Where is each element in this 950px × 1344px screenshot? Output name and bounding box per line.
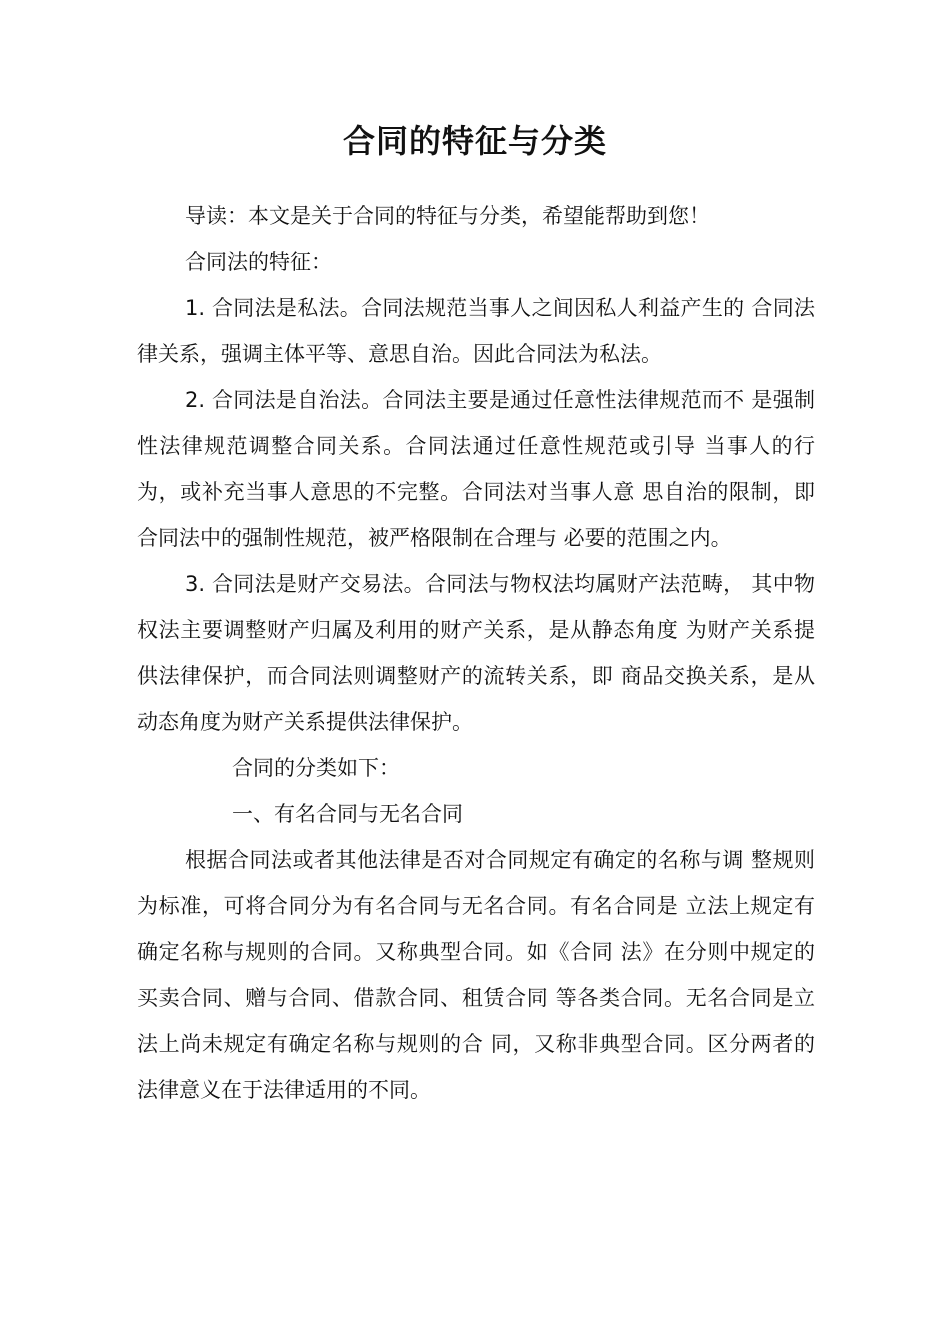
document-title: 合同的特征与分类 [342, 122, 607, 160]
paragraph-features-heading: 合同法的特征： [185, 250, 332, 274]
section-heading-1: 一、有名合同与无名合同 [232, 802, 463, 826]
paragraph-section-1: 根据合同法或者其他法律是否对合同规定有确定的名称与调 整规则为标准，可将合同分为有名合同与无名合同。有名合同是 立法上规定有确定名称与规则的合同。又称典型合同。如《合同 法》在分则中规定的买卖合同、赠与合同、借款合同、租赁合同 等各类合同。无名合同是立法上尚未规定有确定名称与规则的合 同，又称非典型合同。区分两者的法律意义在于法律适用的不同。 [137, 848, 815, 1102]
paragraph-feature-1: 1. 合同法是私法。合同法规范当事人之间因私人利益产生的 合同法律关系，强调主体平等、意思自治。因此合同法为私法。 [137, 296, 815, 366]
paragraph-feature-2: 2. 合同法是自治法。合同法主要是通过任意性法律规范而不 是强制性法律规范调整合同关系。合同法通过任意性规范或引导 当事人的行为，或补充当事人意思的不完整。合同法对当事人意 思自治的限制，即合同法中的强制性规范，被严格限制在合理与 必要的范围之内。 [137, 388, 815, 550]
document-body [137, 193, 815, 1113]
paragraph-intro: 导读：本文是关于合同的特征与分类，希望能帮助到您！ [185, 204, 710, 228]
paragraph-classification-heading: 合同的分类如下： [232, 756, 400, 780]
paragraph-feature-3: 3. 合同法是财产交易法。合同法与物权法均属财产法范畴， 其中物权法主要调整财产归属及利用的财产关系，是从静态角度 为财产关系提供法律保护，而合同法则调整财产的流转关系，即 商品交换关系，是从动态角度为财产关系提供法律保护。 [137, 572, 815, 734]
